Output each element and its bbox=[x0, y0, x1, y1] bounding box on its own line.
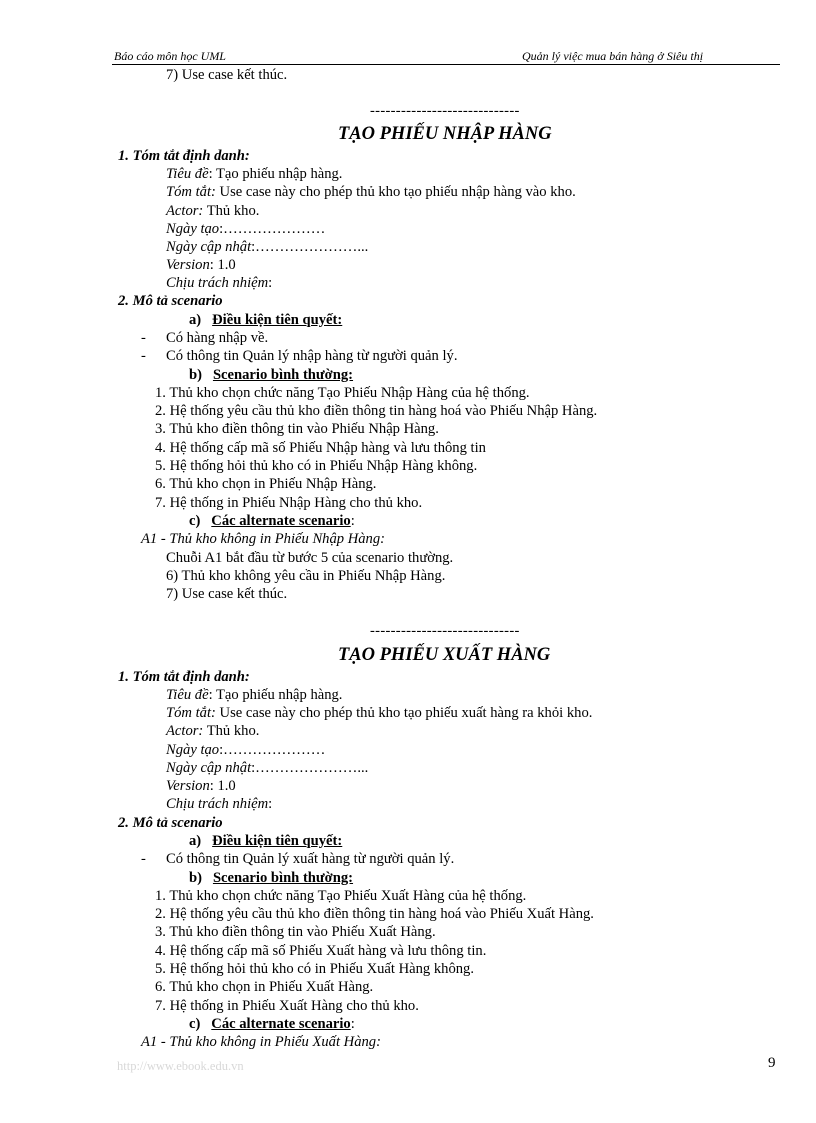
step-item: 5. Hệ thống hỏi thủ kho có in Phiếu Xuất Hàng không. bbox=[155, 961, 475, 977]
field-ngay-tao: Ngày tạo:………………… bbox=[166, 221, 326, 237]
section-title: TẠO PHIẾU XUẤT HÀNG bbox=[338, 645, 551, 665]
alternate-step: 7) Use case kết thúc. bbox=[166, 586, 288, 602]
step-item: 1. Thủ kho chọn chức năng Tạo Phiếu Nhập Hàng của hệ thống. bbox=[155, 385, 530, 401]
field-chiu-trach-nhiem: Chịu trách nhiệm: bbox=[166, 275, 273, 291]
step-item: 6. Thủ kho chọn in Phiếu Xuất Hàng. bbox=[155, 979, 374, 995]
normal-scenario-heading: b) Scenario bình thường: bbox=[189, 870, 354, 886]
summary-heading: 1. Tóm tắt định danh: bbox=[118, 669, 250, 685]
step-item: 3. Thủ kho điền thông tin vào Phiếu Xuất Hàng. bbox=[155, 924, 436, 940]
bullet: - bbox=[141, 851, 146, 867]
section-separator: ----------------------------- bbox=[370, 103, 520, 119]
precondition-item: Có thông tin Quản lý nhập hàng từ người quản lý. bbox=[166, 348, 458, 364]
bullet: - bbox=[141, 330, 146, 346]
alternate-heading: c) Các alternate scenario: bbox=[189, 513, 355, 529]
step-item: 6. Thủ kho chọn in Phiếu Nhập Hàng. bbox=[155, 476, 377, 492]
bullet: - bbox=[141, 348, 146, 364]
precondition-heading: a) Điều kiện tiên quyết: bbox=[189, 833, 343, 849]
header-left: Báo cáo môn học UML bbox=[114, 49, 226, 63]
summary-heading: 1. Tóm tắt định danh: bbox=[118, 148, 250, 164]
alternate-heading: c) Các alternate scenario: bbox=[189, 1016, 355, 1032]
footer-url: http://www.ebook.edu.vn bbox=[117, 1059, 244, 1073]
precondition-heading: a) Điều kiện tiên quyết: bbox=[189, 312, 343, 328]
precondition-item: Có hàng nhập về. bbox=[166, 330, 269, 346]
alternate-step: 6) Thủ kho không yêu cầu in Phiếu Nhập Hàng. bbox=[166, 568, 446, 584]
field-chiu-trach-nhiem: Chịu trách nhiệm: bbox=[166, 796, 273, 812]
page-number: 9 bbox=[768, 1055, 776, 1071]
step-item: 1. Thủ kho chọn chức năng Tạo Phiếu Xuất Hàng của hệ thống. bbox=[155, 888, 527, 904]
scenario-heading: 2. Mô tả scenario bbox=[118, 815, 223, 831]
field-ngay-cap-nhat: Ngày cập nhật:…………………... bbox=[166, 760, 369, 776]
precondition-item: Có thông tin Quản lý xuất hàng từ người quản lý. bbox=[166, 851, 455, 867]
field-tom-tat: Tóm tắt: Use case này cho phép thủ kho tạo phiếu xuất hàng ra khỏi kho. bbox=[166, 705, 593, 721]
step-item: 3. Thủ kho điền thông tin vào Phiếu Nhập Hàng. bbox=[155, 421, 439, 437]
field-ngay-tao: Ngày tạo:………………… bbox=[166, 742, 326, 758]
step-item: 4. Hệ thống cấp mã số Phiếu Xuất hàng và lưu thông tin. bbox=[155, 943, 487, 959]
field-ngay-cap-nhat: Ngày cập nhật:…………………... bbox=[166, 239, 369, 255]
header-right: Quản lý việc mua bán hàng ở Siêu thị bbox=[522, 49, 704, 63]
step-item: 4. Hệ thống cấp mã số Phiếu Nhập hàng và lưu thông tin bbox=[155, 440, 486, 456]
top-line: 7) Use case kết thúc. bbox=[166, 67, 288, 83]
alternate-title: A1 - Thủ kho không in Phiếu Nhập Hàng: bbox=[141, 531, 386, 547]
header-rule bbox=[112, 64, 780, 65]
field-tom-tat: Tóm tắt: Use case này cho phép thủ kho tạo phiếu nhập hàng vào kho. bbox=[166, 184, 576, 200]
step-item: 7. Hệ thống in Phiếu Xuất Hàng cho thủ kho. bbox=[155, 998, 419, 1014]
field-actor: Actor: Thủ kho. bbox=[166, 723, 260, 739]
section-title: TẠO PHIẾU NHẬP HÀNG bbox=[338, 124, 552, 144]
step-item: 2. Hệ thống yêu cầu thủ kho điền thông tin hàng hoá vào Phiếu Nhập Hàng. bbox=[155, 403, 598, 419]
step-item: 5. Hệ thống hỏi thủ kho có in Phiếu Nhập Hàng không. bbox=[155, 458, 478, 474]
field-version: Version: 1.0 bbox=[166, 257, 236, 273]
field-tieu-de: Tiêu đề: Tạo phiếu nhập hàng. bbox=[166, 166, 343, 182]
step-item: 2. Hệ thống yêu cầu thủ kho điền thông tin hàng hoá vào Phiếu Xuất Hàng. bbox=[155, 906, 594, 922]
normal-scenario-heading: b) Scenario bình thường: bbox=[189, 367, 354, 383]
alternate-step: Chuỗi A1 bắt đầu từ bước 5 của scenario thường. bbox=[166, 550, 454, 566]
field-actor: Actor: Thủ kho. bbox=[166, 203, 260, 219]
alternate-title: A1 - Thủ kho không in Phiếu Xuất Hàng: bbox=[141, 1034, 381, 1050]
section-separator: ----------------------------- bbox=[370, 623, 520, 639]
field-tieu-de: Tiêu đề: Tạo phiếu nhập hàng. bbox=[166, 687, 343, 703]
field-version: Version: 1.0 bbox=[166, 778, 236, 794]
scenario-heading: 2. Mô tả scenario bbox=[118, 293, 223, 309]
step-item: 7. Hệ thống in Phiếu Nhập Hàng cho thủ kho. bbox=[155, 495, 423, 511]
